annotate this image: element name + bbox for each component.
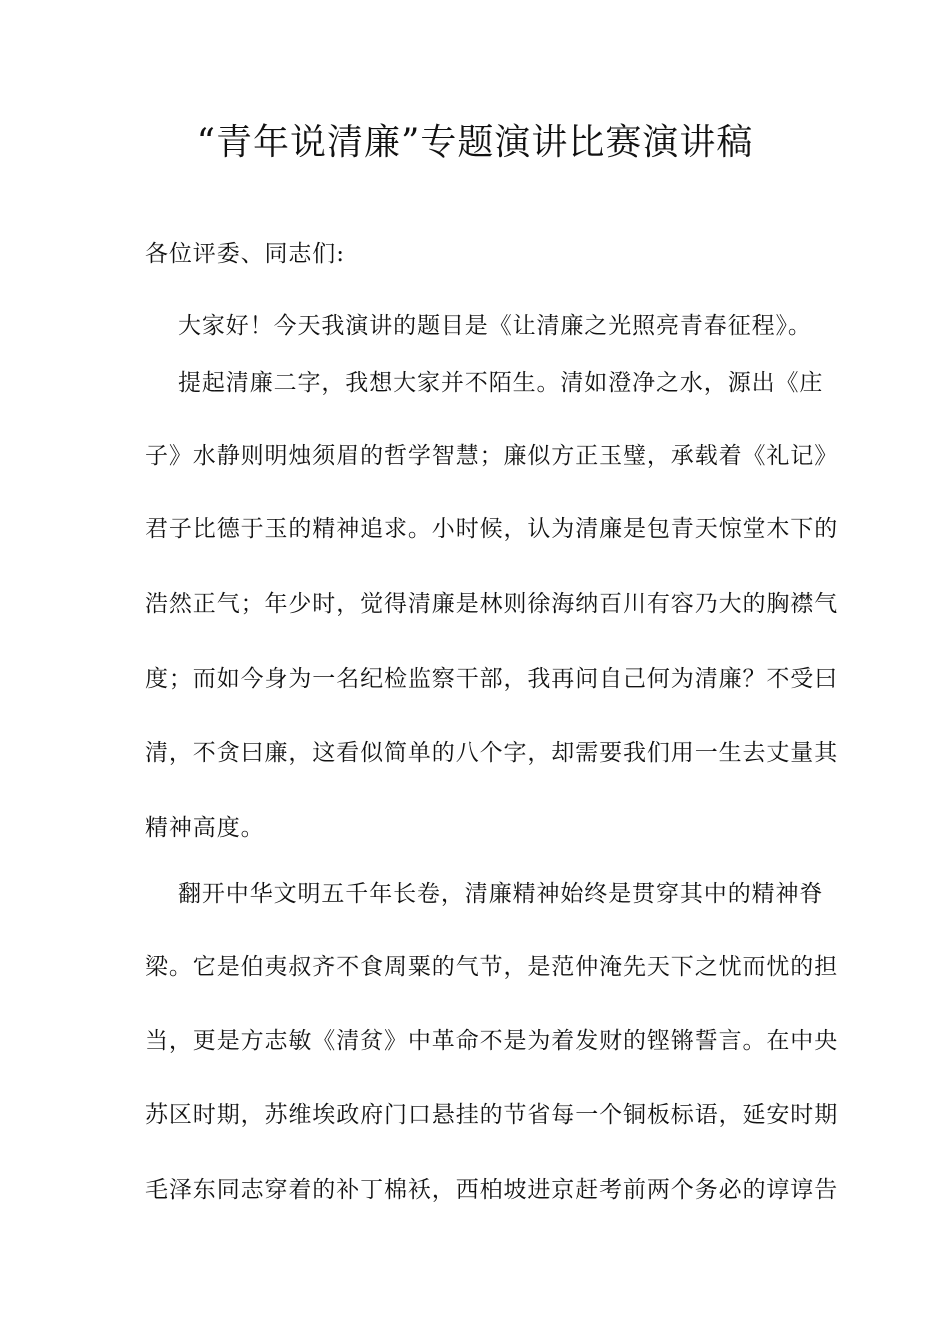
paragraph-1-line-1: 大家好！今天我演讲的题目是《让清廉之光照亮青春征程》。 [178, 313, 812, 339]
paragraph-2-line-4: 浩然正气；年少时，觉得清廉是林则徐海纳百川有容乃大的胸襟气 [145, 591, 839, 617]
paragraph-2-line-5: 度；而如今身为一名纪检监察干部，我再问自己何为清廉？不受曰 [145, 666, 839, 692]
paragraph-3-line-3: 当，更是方志敏《清贫》中革命不是为着发财的铿锵誓言。在中央 [145, 1028, 839, 1054]
paragraph-2-line-7: 精神高度。 [145, 815, 265, 841]
salutation: 各位评委、同志们: [145, 241, 345, 267]
paragraph-2-line-3: 君子比德于玉的精神追求。小时候，认为清廉是包青天惊堂木下的 [145, 516, 839, 542]
paragraph-3-line-1: 翻开中华文明五千年长卷，清廉精神始终是贯穿其中的精神脊 [178, 881, 824, 907]
paragraph-2-line-6: 清，不贪曰廉，这看似简单的八个字，却需要我们用一生去丈量其 [145, 740, 839, 766]
paragraph-3-line-5: 毛泽东同志穿着的补丁棉袄，西柏坡进京赶考前两个务必的谆谆告 [145, 1177, 839, 1203]
paragraph-2-line-2: 子》水静则明烛须眉的哲学智慧；廉似方正玉璧，承载着《礼记》 [145, 443, 839, 469]
document-title: “青年说清廉”专题演讲比赛演讲稿 [196, 122, 754, 163]
paragraph-2-line-1: 提起清廉二字，我想大家并不陌生。清如澄净之水，源出《庄 [178, 370, 824, 396]
paragraph-3-line-4: 苏区时期，苏维埃政府门口悬挂的节省每一个铜板标语，延安时期 [145, 1102, 839, 1128]
paragraph-3-line-2: 梁。它是伯夷叔齐不食周粟的气节，是范仲淹先天下之忧而忧的担 [145, 954, 839, 980]
